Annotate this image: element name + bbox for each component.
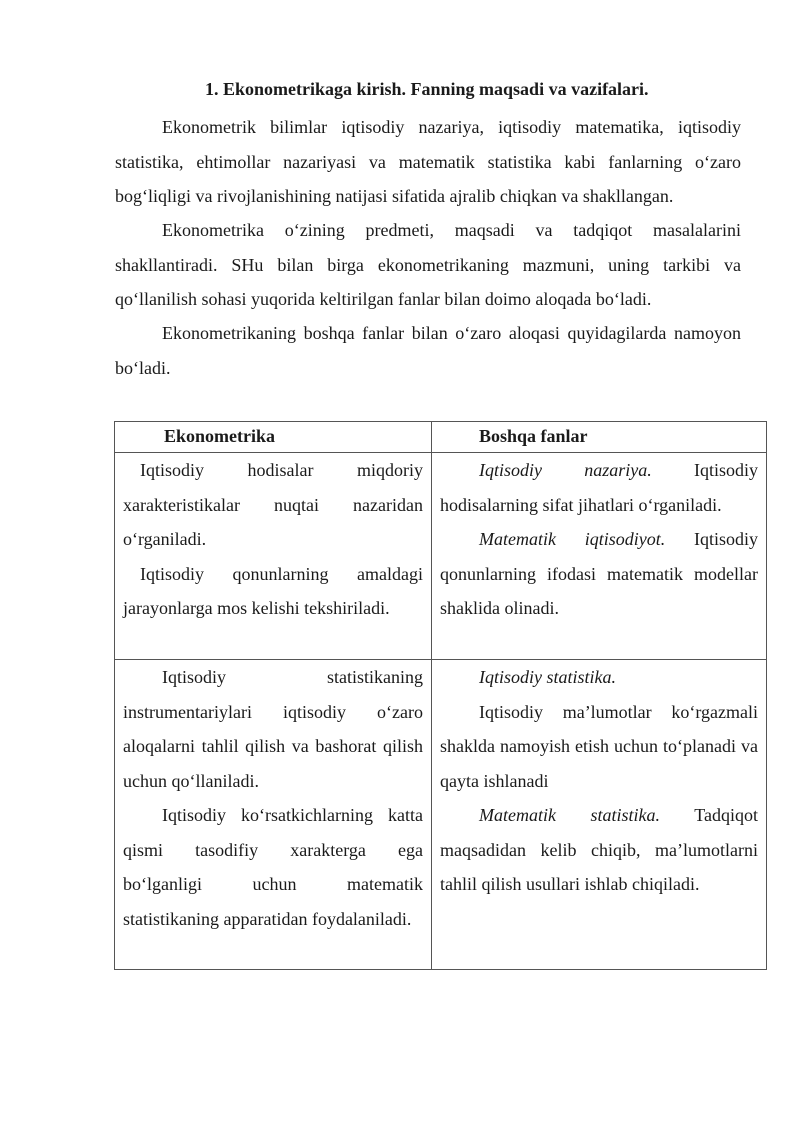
table-row <box>115 453 767 660</box>
label-math-statistics: Matematik statistika. <box>479 805 661 825</box>
row1-right-item-1 <box>440 453 758 522</box>
text-economic-theory: Iqtisodiy hodisalarning sifat jihatlari o‘rganiladi. <box>440 460 758 515</box>
header-econometrics: Ekonometrika <box>115 422 432 453</box>
intro-paragraph-2: Ekonometrika o‘zining predmeti, maqsadi va tadqiqot masalalarini shakllantiradi. SHu bilan birga ekonometrikaning mazmuni, uning tarkibi va qo‘llanilish sohasi yuqorida keltirilgan fanlar bilan doimo aloqada bo‘ladi. <box>115 220 741 309</box>
text-math-economics: Iqtisodiy qonunlarning ifodasi matematik modellar shaklida olinadi. <box>440 529 758 618</box>
row1-left-cell <box>115 453 432 660</box>
label-economic-statistics: Iqtisodiy statistika. <box>479 667 616 687</box>
table-row <box>115 660 767 970</box>
row2-right-item-2 <box>440 798 758 902</box>
label-math-economics: Matematik iqtisodiyot. <box>479 529 666 549</box>
text-economic-statistics: Iqtisodiy ma’lumotlar ko‘rgazmali shaklda namoyish etish uchun to‘planadi va qayta ishlanadi <box>440 701 758 791</box>
text-math-statistics: Tadqiqot maqsadidan kelib chiqib, ma’lumotlarni tahlil qilish usullari ishlab chiqiladi. <box>440 805 759 894</box>
label-economic-theory: Iqtisodiy nazariya. <box>479 460 652 480</box>
row2-left-text-2: Iqtisodiy ko‘rsatkichlarning katta qismi tasodifiy xarakterga ega bo‘lganligi uchun matematik statistikaning apparatidan foydalaniladi. <box>123 805 423 929</box>
header-other-sciences: Boshqa fanlar <box>432 422 767 453</box>
row1-right-item-2 <box>440 522 758 626</box>
intro-paragraph-3: Ekonometrikaning boshqa fanlar bilan o‘zaro aloqasi quyidagilarda namoyon bo‘ladi. <box>115 323 741 378</box>
row2-left-text-1: Iqtisodiy statistikaning instrumentariylari iqtisodiy o‘zaro aloqalarni tahlil qilish va bashorat qilish uchun qo‘llaniladi. <box>123 667 423 791</box>
intro-paragraph-1: Ekonometrik bilimlar iqtisodiy nazariya, iqtisodiy matematika, iqtisodiy statistika, ehtimollar nazariyasi va matematik statistika kabi fanlarning o‘zaro bog‘liqligi va rivojlanishining natijasi sifatida ajralib chiqkan va shakllangan. <box>115 117 741 206</box>
comparison-table <box>114 421 767 970</box>
row2-right-cell <box>432 660 767 970</box>
row1-left-text-1: Iqtisodiy hodisalar miqdoriy xarakteristikalar nuqtai nazaridan o‘rganiladi. <box>123 460 423 549</box>
table-header-row <box>115 422 767 453</box>
row1-left-text-2: Iqtisodiy qonunlarning amaldagi jarayonlarga mos kelishi tekshiriladi. <box>123 563 423 618</box>
row2-left-cell <box>115 660 432 970</box>
section-heading: 1. Ekonometrikaga kirish. Fanning maqsadi va vazifalari. <box>205 79 649 99</box>
row1-right-cell <box>432 453 767 660</box>
